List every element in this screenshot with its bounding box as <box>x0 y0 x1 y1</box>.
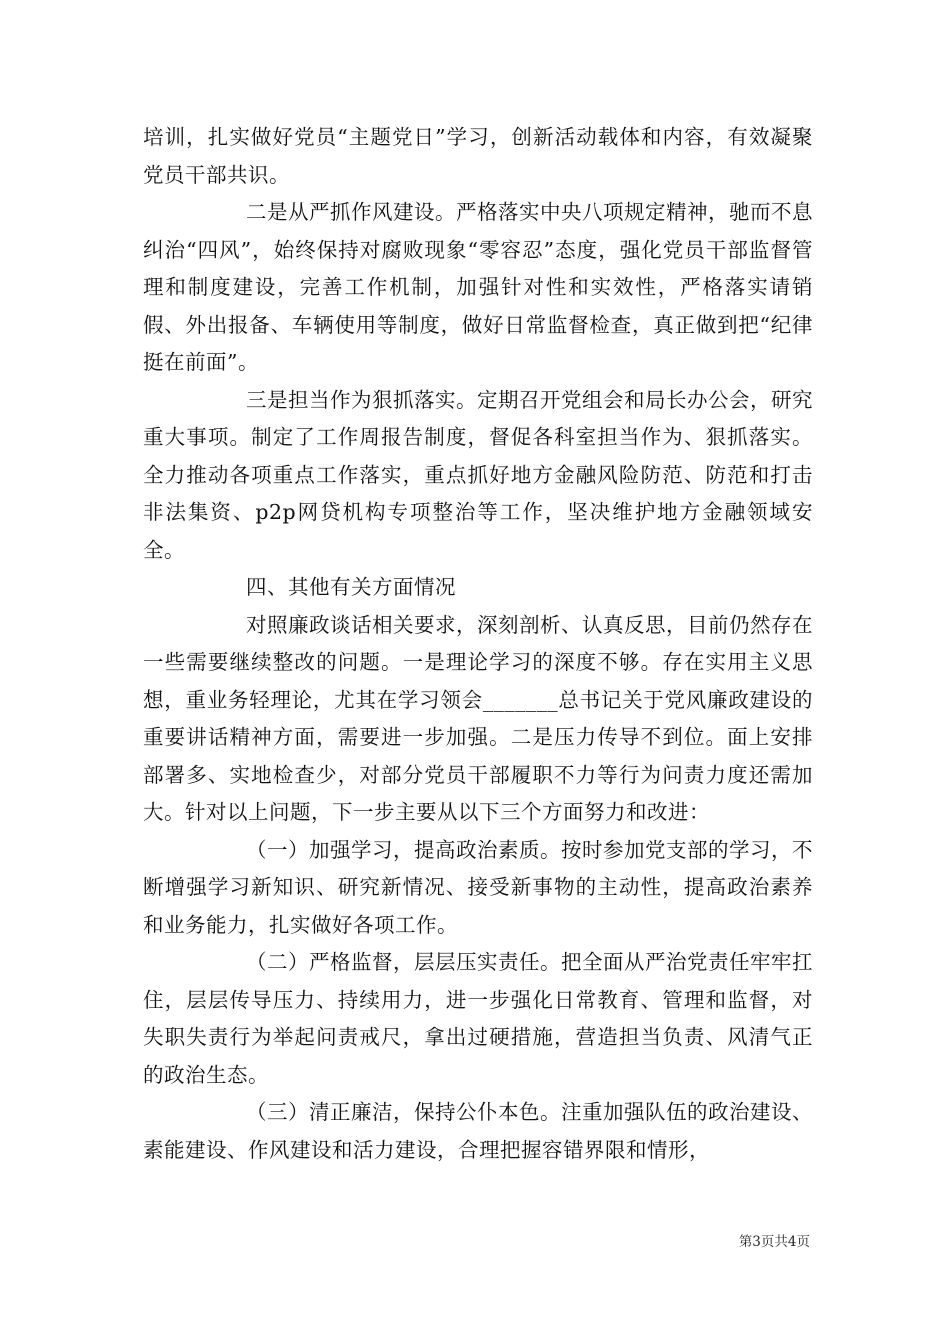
paragraph-implementation: 三是担当作为狠抓落实。定期召开党组会和局长办公会，研究重大事项。制定了工作周报告制度，督促各科室担当作为、狠抓落实。全力推动各项重点工作落实，重点抓好地方金融风险防范、防范和打击非法集资、p2p网贷机构专项整治等工作，坚决维护地方金融领域安全。 <box>143 387 813 562</box>
paragraph-work-style: 二是从严抓作风建设。严格落实中央八项规定精神，驰而不息纠治“四风”，始终保持对腐败现象“零容忍”态度，强化党员干部监督管理和制度建设，完善工作机制，加强针对性和实效性，严格落实请销假、外出报备、车辆使用等制度，做好日常监督检查，真正做到把“纪律挺在前面”。 <box>143 200 813 374</box>
paragraph-item-3: （三）清正廉洁，保持公仆本色。注重加强队伍的政治建设、素能建设、作风建设和活力建设，合理把握容错界限和情形， <box>143 1100 813 1162</box>
paragraph-item-2: （二）严格监督，层层压实责任。把全面从严治党责任牢牢扛住，层层传导压力、持续用力，进一步强化日常教育、管理和监督，对失职失责行为举起问责戒尺，拿出过硬措施，营造担当负责、风清气正的政治生态。 <box>143 950 813 1087</box>
paragraph-item-1: （一）加强学习，提高政治素质。按时参加党支部的学习，不断增强学习新知识、研究新情况、接受新事物的主动性，提高政治素养和业务能力，扎实做好各项工作。 <box>143 837 813 937</box>
document-body <box>143 119 813 1169</box>
page-number: 第3页共4页 <box>738 1234 810 1250</box>
section-heading: 四、其他有关方面情况 <box>246 575 456 599</box>
paragraph-continuation: 培训，扎实做好党员“主题党日”学习，创新活动载体和内容，有效凝聚党员干部共识。 <box>143 125 813 187</box>
paragraph-reflection: 对照廉政谈话相关要求，深刻剖析、认真反思，目前仍然存在一些需要继续整改的问题。一是理论学习的深度不够。存在实用主义思想，重业务轻理论，尤其在学习领会_______总书记关于党风廉政建设的重要讲话精神方面，需要进一步加强。二是压力传导不到位。面上安排部署多、实地检查少，对部分党员干部履职不力等行为问责力度还需加大。针对以上问题，下一步主要从以下三个方面努力和改进： <box>143 612 813 824</box>
